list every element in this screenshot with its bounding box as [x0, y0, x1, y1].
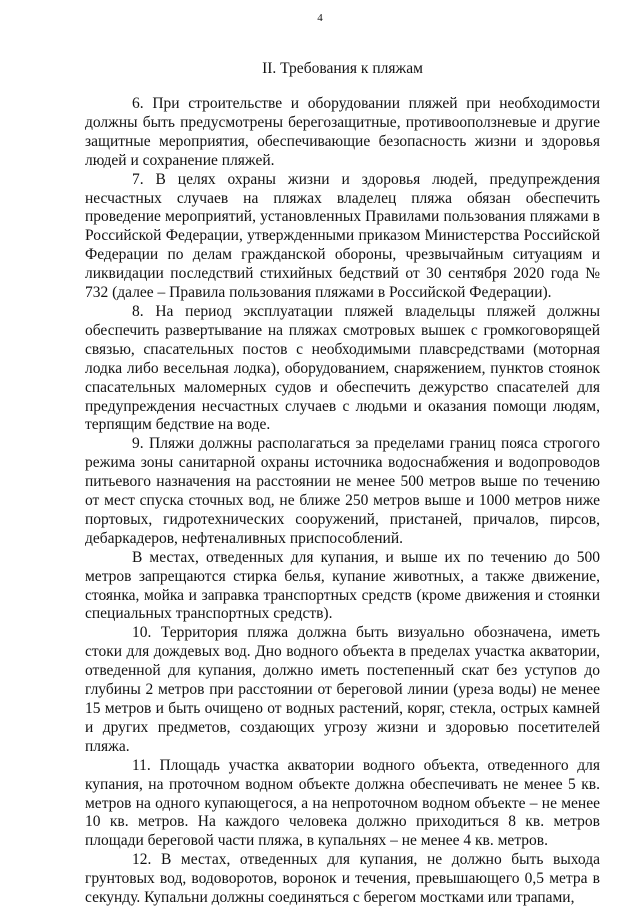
section-title: II. Требования к пляжам	[262, 60, 423, 77]
paragraph-11: 11. Площадь участка акватории водного объекта, отведенного для купания, на проточном водном объекте должна обеспечивать не менее 5 кв. метров на одного купающегося, а на непроточном водном объекте – не менее 10 кв. метров. На каждого человека должно приходиться 8 кв. метров площади береговой части пляжа, в купальнях – не менее 4 кв. метров.	[85, 756, 600, 850]
document-body	[85, 95, 600, 908]
paragraph-10: 10. Территория пляжа должна быть визуально обозначена, иметь стоки для дождевых вод. Дно водного объекта в пределах участка акватории, отведенной для купания, должно иметь постепенный скат без уступов до глубины 2 метров при расстоянии от береговой линии (уреза воды) не менее 15 метров и быть очищено от водных растений, коряг, стекла, острых камней и других предметов, создающих угрозу жизни и здоровью посетителей пляжа.	[85, 624, 600, 755]
paragraph-9: 9. Пляжи должны располагаться за пределами границ пояса строгого режима зоны санитарной охраны источника водоснабжения и водопроводов питьевого назначения на расстоянии не менее 500 метров выше по течению от мест спуска сточных вод, не ближе 250 метров выше и 1000 метров ниже портовых, гидротехнических сооружений, пристаней, причалов, пирсов, дебаркадеров, нефтеналивных приспособлений.	[85, 435, 600, 547]
paragraph-12: 12. В местах, отведенных для купания, не должно быть выхода грунтовых вод, водоворотов, воронок и течения, превышающего 0,5 метра в секунду. Купальни должны соединяться с берегом мостками или трапами,	[85, 851, 600, 907]
page-number: 4	[317, 12, 323, 24]
paragraph-9-continued: В местах, отведенных для купания, и выше их по течению до 500 метров запрещаются стирка белья, купание животных, а также движение, стоянка, мойка и заправка транспортных средств (кроме движения и стоянки специальных транспортных средств).	[85, 548, 600, 623]
paragraph-8: 8. На период эксплуатации пляжей владельцы пляжей должны обеспечить развертывание на пляжах смотровых вышек с громкоговорящей связью, спасательных постов с необходимыми плавсредствами (моторная лодка либо весельная лодка), оборудованием, снаряжением, пунктов стоянок спасательных маломерных судов и обеспечить дежурство спасателей для предупреждения несчастных случаев с людьми и оказания помощи людям, терпящим бедствие на воде.	[85, 302, 600, 434]
paragraph-6: 6. При строительстве и оборудовании пляжей при необходимости должны быть предусмотрены берегозащитные, противооползневые и другие защитные мероприятия, обеспечивающие безопасность жизни и здоровья людей и сохранение пляжей.	[85, 95, 600, 169]
paragraph-7: 7. В целях охраны жизни и здоровья людей, предупреждения несчастных случаев на пляжах владелец пляжа обязан обеспечить проведение мероприятий, установленных Правилами пользования пляжами в Российской Федерации, утвержденными приказом Министерства Российской Федерации по делам гражданской обороны, чрезвычайным ситуациям и ликвидации последствий стихийных бедствий от 30 сентября 2020 года № 732 (далее – Правила пользования пляжами в Российской Федерации).	[85, 170, 600, 302]
